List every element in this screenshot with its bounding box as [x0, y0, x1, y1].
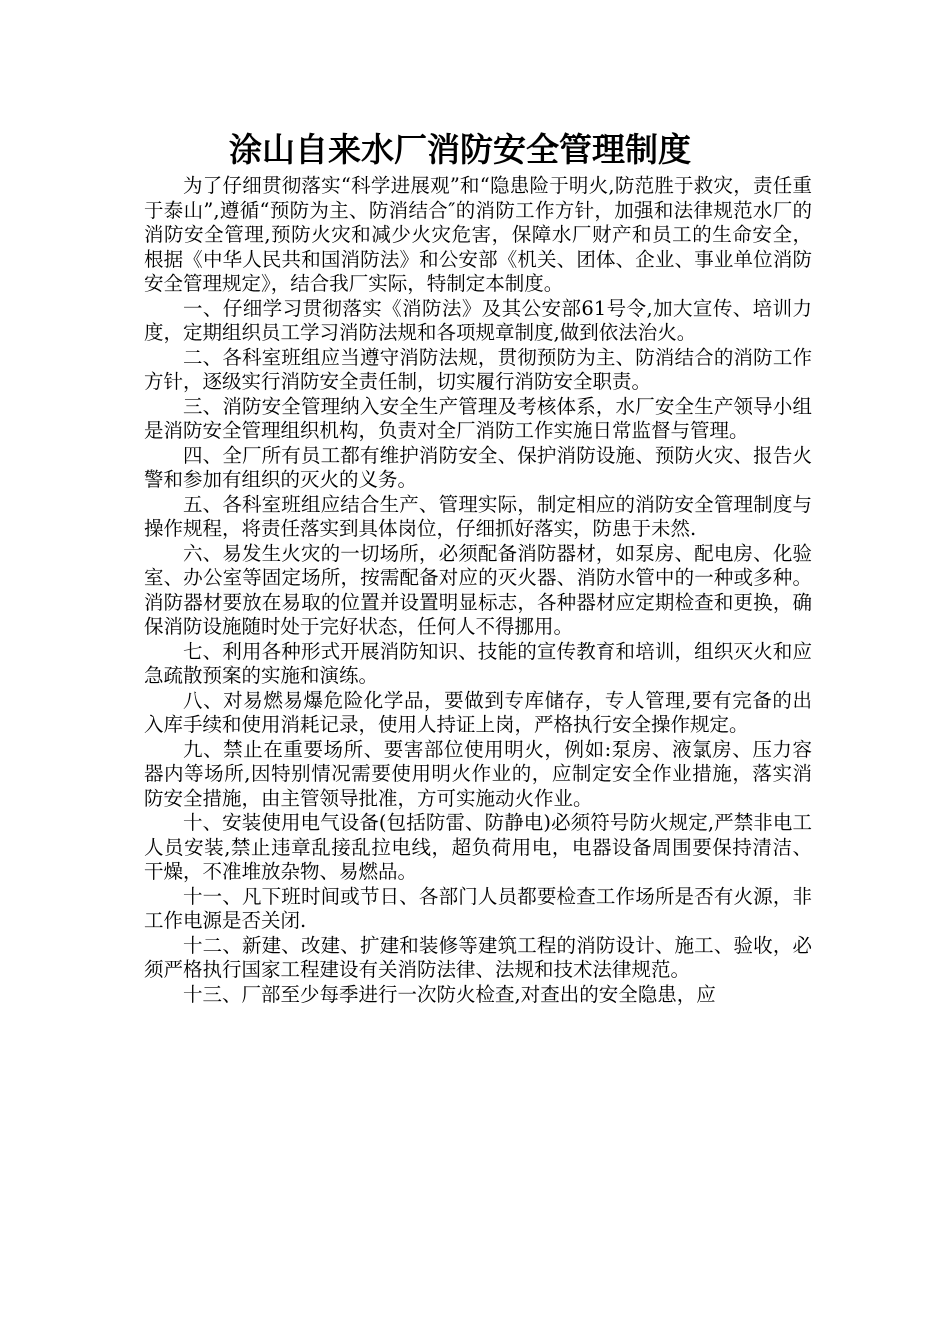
paragraph-clause-11: 十一、凡下班时间或节日、各部门人员都要检查工作场所是否有火源，非工作电源是否关闭.	[144, 884, 812, 932]
paragraph-clause-3: 三、消防安全管理纳入安全生产管理及考核体系，水厂安全生产领导小组是消防安全管理组织机构，负责对全厂消防工作实施日常监督与管理。	[144, 394, 812, 442]
paragraph-preamble: 为了仔细贯彻落实“科学进展观”和“隐患险于明火,防范胜于救灾，责任重于泰山”,遵循“预防为主、防消结合″的消防工作方针，加强和法律规范水厂的消防安全管理,预防火灾和减少火灾危害，保障水厂财产和员工的生命安全，根据《中华人民共和国消防法》和公安部《机关、团体、企业、事业单位消防安全管理规定》，结合我厂实际，特制定本制度。	[144, 174, 812, 295]
paragraph-clause-5: 五、各科室班组应结合生产、管理实际，制定相应的消防安全管理制度与操作规程，将责任落实到具体岗位，仔细抓好落实，防患于未然.	[144, 492, 812, 540]
paragraph-clause-4: 四、全厂所有员工都有维护消防安全、保护消防设施、预防火灾、报告火警和参加有组织的灭火的义务。	[144, 443, 812, 491]
paragraph-clause-2: 二、各科室班组应当遵守消防法规，贯彻预防为主、防消结合的消防工作方针，逐级实行消防安全责任制，切实履行消防安全职责。	[144, 345, 812, 393]
document-body	[144, 174, 812, 1007]
paragraph-clause-1: 一、仔细学习贯彻落实《消防法》及其公安部61号令,加大宣传、培训力度，定期组织员工学习消防法规和各项规章制度,做到依法治火。	[144, 296, 812, 344]
paragraph-clause-8: 八、对易燃易爆危险化学品，要做到专库储存，专人管理,要有完备的出入库手续和使用消耗记录，使用人持证上岗，严格执行安全操作规定。	[144, 688, 812, 736]
document-title: 涂山自来水厂消防安全管理制度	[229, 130, 691, 169]
paragraph-clause-6: 六、易发生火灾的一切场所，必须配备消防器材，如泵房、配电房、化验室、办公室等固定场所，按需配备对应的灭火器、消防水管中的一种或多种。消防器材要放在易取的位置并设置明显标志，各种器材应定期检查和更换，确保消防设施随时处于完好状态，任何人不得挪用。	[144, 541, 812, 638]
paragraph-clause-10: 十、安装使用电气设备(包括防雷、防静电)必须符号防火规定,严禁非电工人员安装,禁止违章乱接乱拉电线，超负荷用电，电器设备周围要保持清洁、干燥，不准堆放杂物、易燃品。	[144, 811, 812, 883]
paragraph-clause-9: 九、禁止在重要场所、要害部位使用明火，例如:泵房、液氯房、压力容器内等场所,因特别情况需要使用明火作业的，应制定安全作业措施，落实消防安全措施，由主管领导批准，方可实施动火作业。	[144, 737, 812, 810]
paragraph-clause-13: 十三、厂部至少每季进行一次防火检查,对查出的安全隐患，应	[183, 982, 716, 1006]
paragraph-clause-12: 十二、新建、改建、扩建和装修等建筑工程的消防设计、施工、验收，必须严格执行国家工程建设有关消防法律、法规和技术法律规范。	[144, 933, 812, 981]
paragraph-clause-7: 七、利用各种形式开展消防知识、技能的宣传教育和培训，组织灭火和应急疏散预案的实施和演练。	[144, 639, 812, 687]
